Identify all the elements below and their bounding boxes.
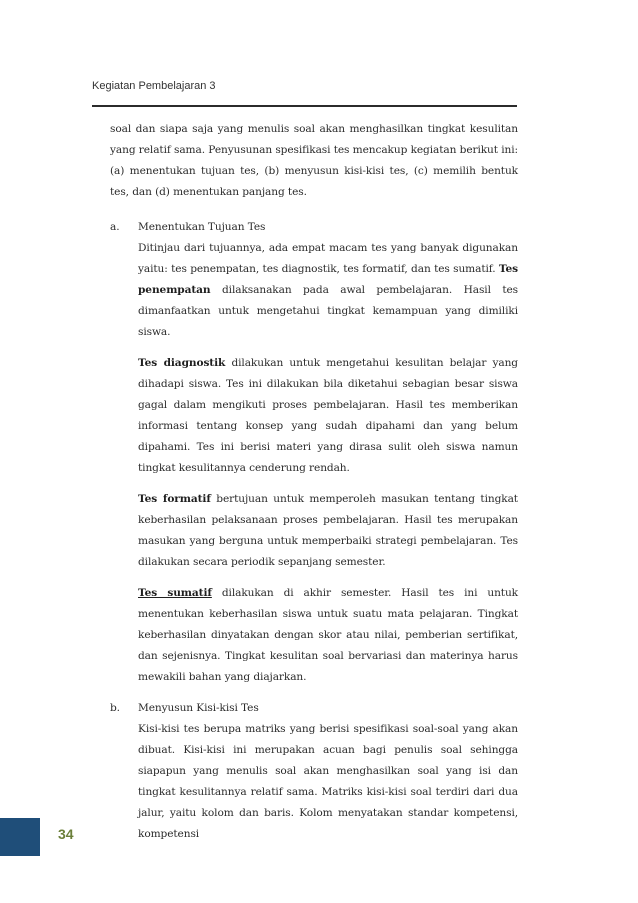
section-a-paragraph-3 (138, 489, 518, 573)
term-tes-diagnostik: Tes diagnostik (138, 357, 226, 369)
page-number: 34 (58, 826, 74, 842)
section-a-paragraph-1 (138, 238, 518, 343)
header-divider (92, 105, 517, 107)
term-tes-formatif: Tes formatif (138, 493, 211, 505)
section-a-p3-rest: bertujuan untuk memperoleh masukan tentang tingkat keberhasilan pelaksanaan proses pembelajaran. Hasil tes merupakan masukan yang berguna untuk memperbaiki strategi pembelajaran. Tes dilakukan secara periodik sepanjang semester. (138, 493, 518, 568)
section-b-letter: b. (110, 702, 120, 714)
section-b-paragraph-1: Kisi-kisi tes berupa matriks yang berisi spesifikasi soal-soal yang akan dibuat. Kisi-kisi ini merupakan acuan bagi penulis soal sehingga siapapun yang menulis soal akan menghasilkan soal yang isi dan tingkat kesulitannya relatif sama. Matriks kisi-kisi soal terdiri dari dua jalur, yaitu kolom dan baris. Kolom menyatakan standar kompetensi, kompetensi (138, 723, 518, 840)
section-a-letter: a. (110, 221, 120, 233)
section-b (110, 698, 518, 845)
intro-paragraph: soal dan siapa saja yang menulis soal akan menghasilkan tingkat kesulitan yang relatif sama. Penyusunan spesifikasi tes mencakup kegiatan berikut ini: (a) menentukan tujuan tes, (b) menyusun kisi-kisi tes, (c) memilih bentuk tes, dan (d) menentukan panjang tes. (110, 123, 518, 198)
section-a-p1-text: Ditinjau dari tujuannya, ada empat macam tes yang banyak digunakan yaitu: tes penempatan, tes diagnostik, tes formatif, dan tes sumatif. (138, 242, 518, 275)
page-number-accent-bar (0, 818, 40, 856)
section-a-p1-rest: dilaksanakan pada awal pembelajaran. Hasil tes dimanfaatkan untuk mengetahui tingkat kemampuan yang dimiliki siswa. (138, 284, 518, 338)
section-a (110, 217, 518, 688)
section-b-title: Menyusun Kisi-kisi Tes (138, 702, 259, 714)
page-body (110, 119, 518, 845)
section-a-paragraph-4 (138, 583, 518, 688)
section-a-p4-rest: dilakukan di akhir semester. Hasil tes ini untuk menentukan keberhasilan siswa untuk suatu mata pelajaran. Tingkat keberhasilan dinyatakan dengan skor atau nilai, pemberian sertifikat, dan sejenisnya. Tingkat kesulitan soal bervariasi dan materinya harus mewakili bahan yang diajarkan. (138, 587, 518, 683)
section-a-paragraph-2 (138, 353, 518, 479)
term-tes-penempatan: Tes penempatan (138, 263, 518, 296)
section-a-title: Menentukan Tujuan Tes (138, 221, 266, 233)
term-tes-sumatif: Tes sumatif (138, 587, 212, 599)
running-header: Kegiatan Pembelajaran 3 (92, 80, 216, 92)
section-a-p2-rest: dilakukan untuk mengetahui kesulitan belajar yang dihadapi siswa. Tes ini dilakukan bila diketahui sebagian besar siswa gagal dalam mengikuti proses pembelajaran. Hasil tes memberikan informasi tentang konsep yang sudah dipahami dan yang belum dipahami. Tes ini berisi materi yang dirasa sulit oleh siswa namun tingkat kesulitannya cenderung rendah. (138, 357, 518, 474)
